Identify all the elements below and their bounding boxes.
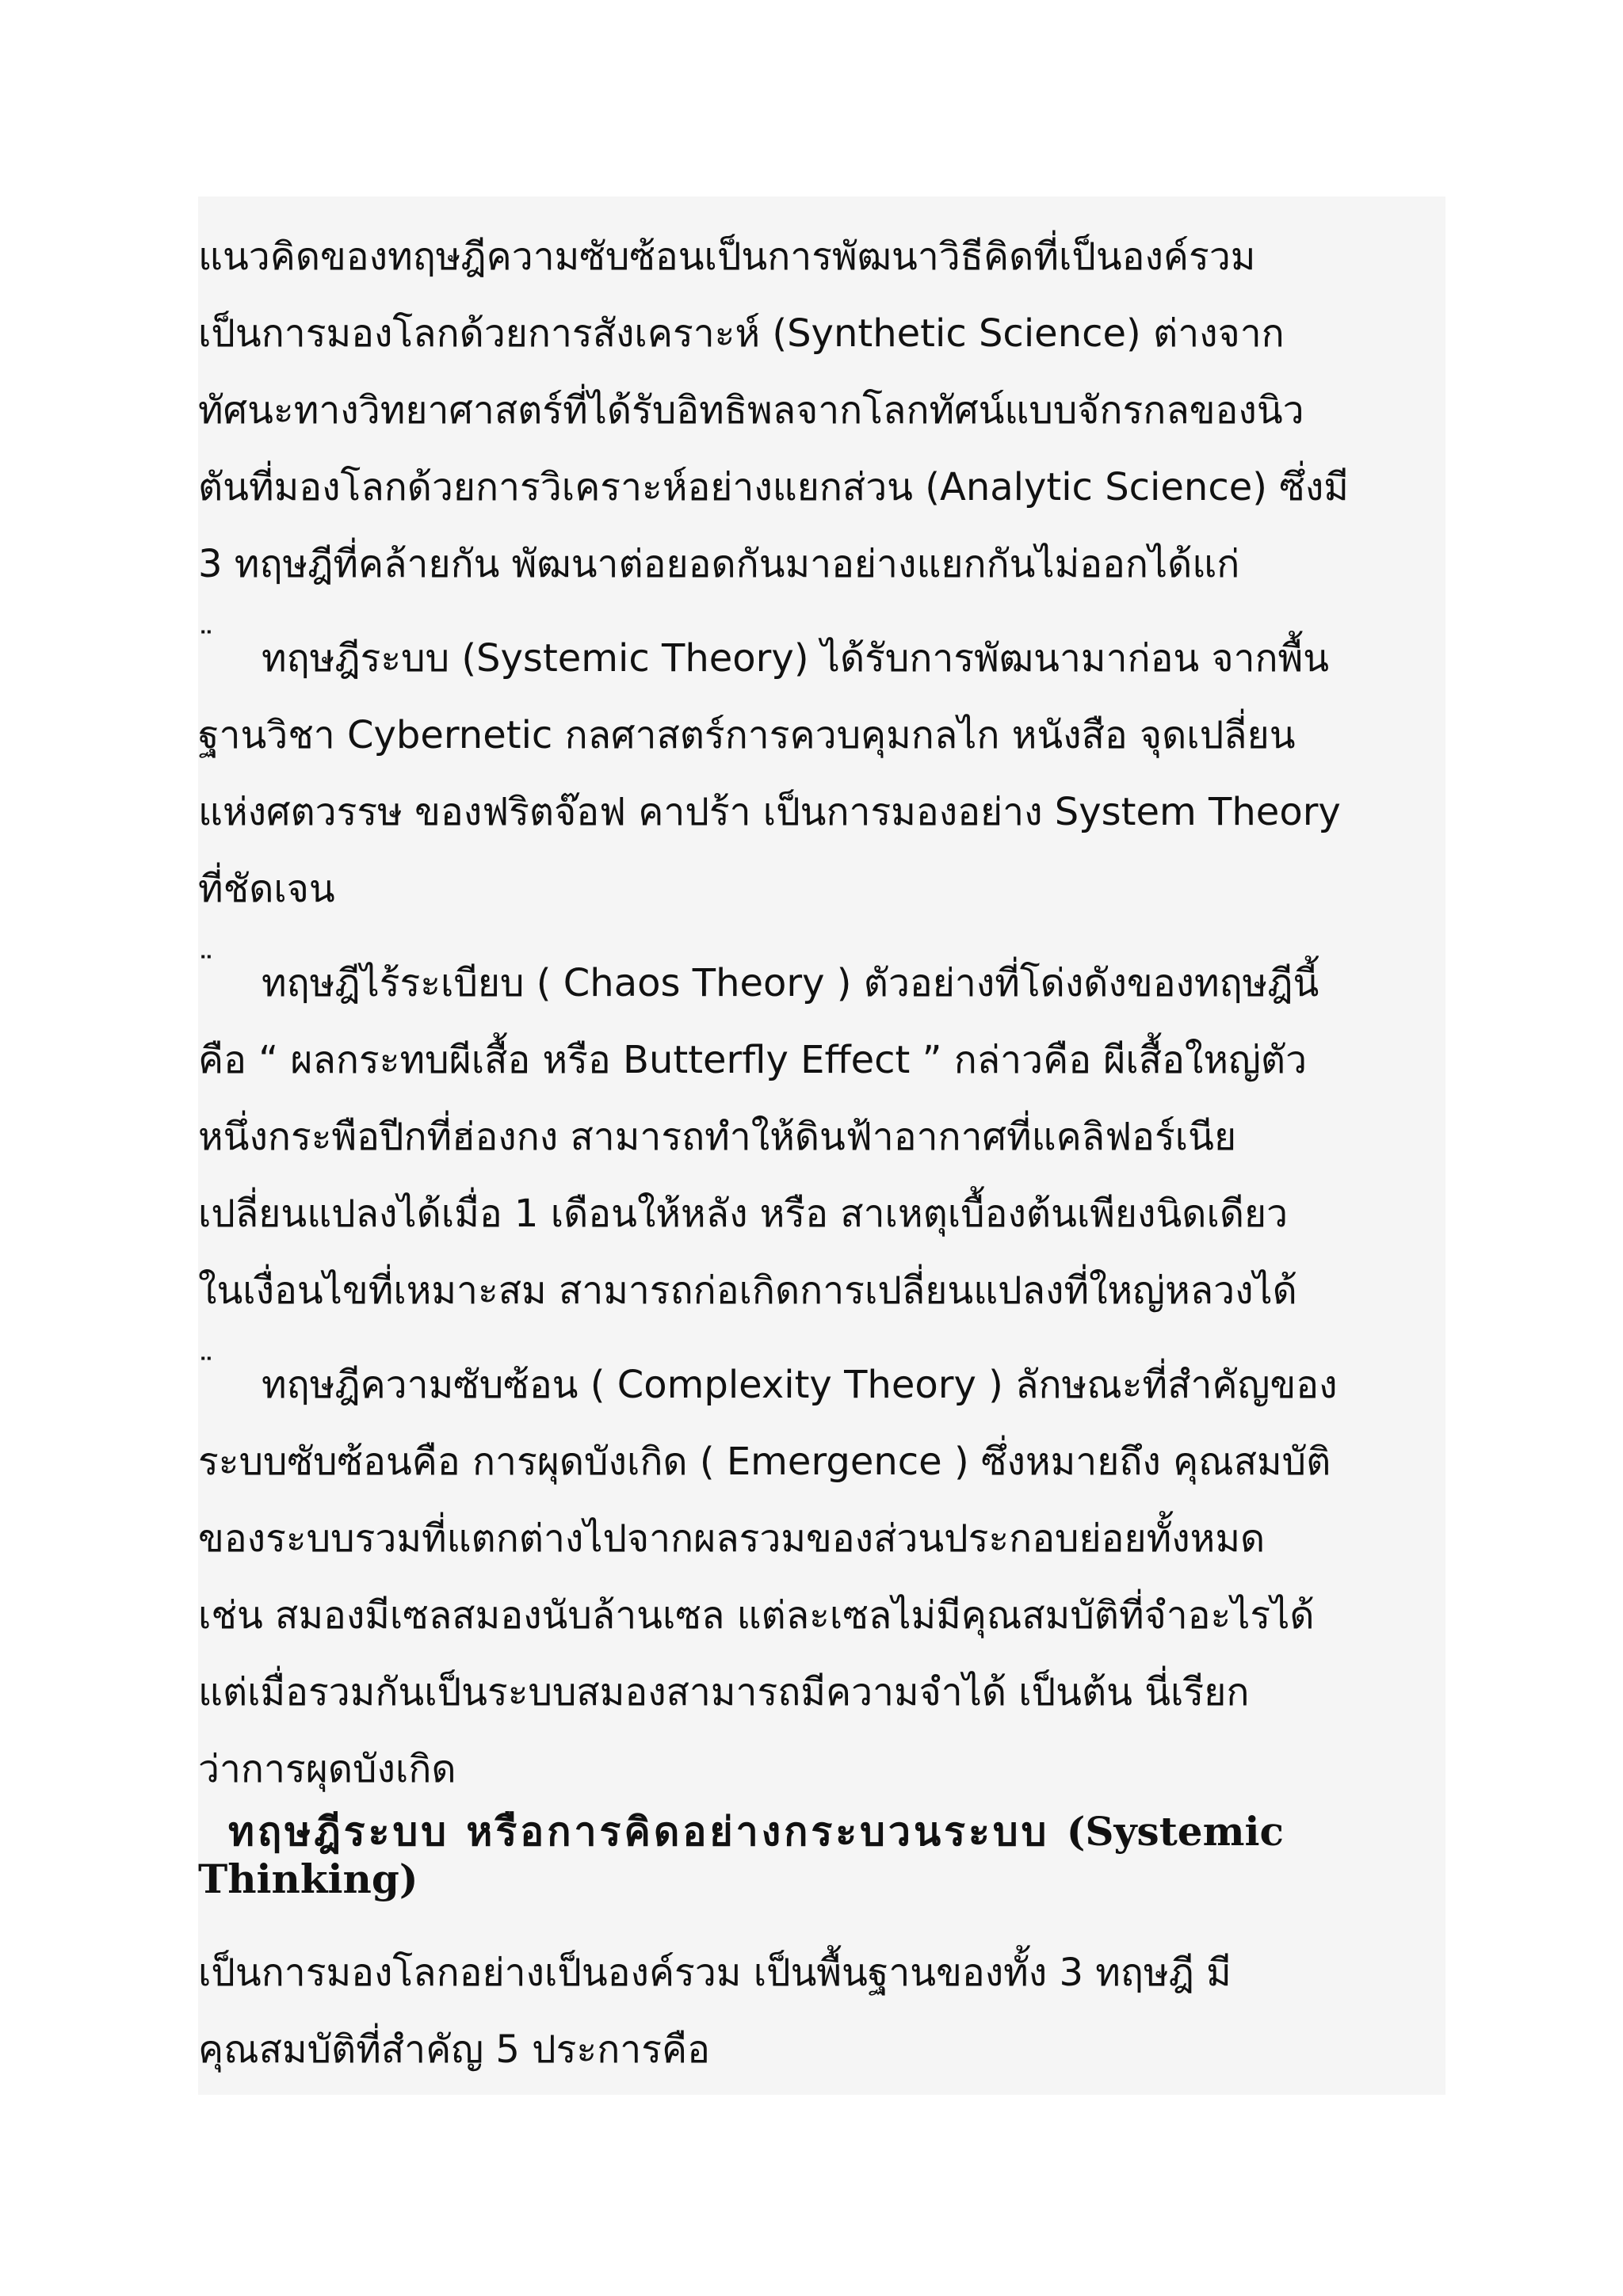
text-line	[198, 620, 1445, 697]
text-line: ตันที่มองโลกด้วยการวิเคราะห์อย่างแยกส่วน (Analytic Science) ซึ่งมี	[198, 465, 1349, 509]
text-line: คือ “ ผลกระทบผีเสื้อ หรือ Butterfly Effect ” กล่าวคือ ผีเสื้อใหญ่ตัว	[198, 1038, 1308, 1082]
bullet-icon: ¨	[198, 626, 214, 662]
text-line: คุณสมบัติที่สำคัญ 5 ประการคือ	[198, 2027, 710, 2072]
heading-thai: ทฤษฎีระบบ หรือการคิดอย่างกระบวนระบบ	[228, 1808, 1050, 1855]
spacer	[198, 603, 1445, 620]
bullet-icon: ¨	[198, 1352, 214, 1389]
text-line: ระบบซับซ้อนคือ การผุดบังเกิด ( Emergence ) ซึ่งหมายถึง คุณสมบัติ	[198, 1440, 1331, 1484]
section-heading	[198, 1808, 1445, 1903]
text-line-content: ทฤษฎีความซับซ้อน ( Complexity Theory ) ลักษณะที่สำคัญของ	[262, 1363, 1338, 1407]
text-line: เปลี่ยนแปลงได้เมื่อ 1 เดือนให้หลัง หรือ สาเหตุเบื้องต้นเพียงนิดเดียว	[198, 1192, 1289, 1236]
text-line: 3 ทฤษฎีที่คล้ายกัน พัฒนาต่อยอดกันมาอย่างแยกกันไม่ออกได้แก่	[198, 542, 1240, 586]
text-line: เป็นการมองโลกด้วยการสังเคราะห์ (Synthetic Science) ต่างจาก	[198, 311, 1285, 356]
text-line-content: ทฤษฎีระบบ (Systemic Theory) ได้รับการพัฒนามาก่อน จากพื้น	[262, 636, 1330, 681]
text-line: ของระบบรวมที่แตกต่างไปจากผลรวมของส่วนประกอบย่อยทั้งหมด	[198, 1516, 1266, 1561]
spacer	[198, 928, 1445, 945]
text-line: เป็นการมองโลกอย่างเป็นองค์รวม เป็นพื้นฐานของทั้ง 3 ทฤษฎี มี	[198, 1951, 1232, 1995]
text-line: ทัศนะทางวิทยาศาสตร์ที่ได้รับอิทธิพลจากโลกทัศน์แบบจักรกลของนิว	[198, 388, 1304, 433]
closing-paragraph	[198, 1935, 1445, 2088]
spacer	[198, 1903, 1445, 1935]
bullet-chaos-theory	[198, 945, 1445, 1329]
spacer	[198, 1329, 1445, 1347]
intro-paragraph	[198, 219, 1445, 603]
text-line	[198, 1347, 1445, 1424]
bullet-complexity-theory	[198, 1347, 1445, 1808]
text-line: ในเงื่อนไขที่เหมาะสม สามารถก่อเกิดการเปลี่ยนแปลงที่ใหญ่หลวงได้	[198, 1268, 1297, 1313]
bullet-systemic-theory	[198, 620, 1445, 928]
heading-english-part1: (Systemic	[1066, 1808, 1284, 1855]
text-line: แห่งศตวรรษ ของฟริตจ๊อฟ คาปร้า เป็นการมองอย่าง System Theory	[198, 790, 1341, 834]
text-line: ว่าการผุดบังเกิด	[198, 1747, 456, 1791]
document-body	[198, 196, 1445, 2095]
text-line: ฐานวิชา Cybernetic กลศาสตร์การควบคุมกลไก หนังสือ จุดเปลี่ยน	[198, 713, 1296, 757]
text-line: เช่น สมองมีเซลสมองนับล้านเซล แต่ละเซลไม่มีคุณสมบัติที่จำอะไรได้	[198, 1593, 1315, 1638]
text-line: แนวคิดของทฤษฎีความซับซ้อนเป็นการพัฒนาวิธีคิดที่เป็นองค์รวม	[198, 235, 1256, 279]
text-line: หนึ่งกระพือปีกที่ฮ่องกง สามารถทำให้ดินฟ้าอากาศที่แคลิฟอร์เนีย	[198, 1115, 1237, 1159]
bullet-icon: ¨	[198, 951, 214, 987]
text-line: แต่เมื่อรวมกันเป็นระบบสมองสามารถมีความจำได้ เป็นต้น นี่เรียก	[198, 1670, 1250, 1714]
text-line	[198, 945, 1445, 1022]
text-line-content: ทฤษฎีไร้ระเบียบ ( Chaos Theory ) ตัวอย่างที่โด่งดังของทฤษฎีนี้	[262, 961, 1319, 1005]
heading-english-part2: Thinking)	[198, 1855, 418, 1902]
text-line: ที่ชัดเจน	[198, 867, 335, 911]
